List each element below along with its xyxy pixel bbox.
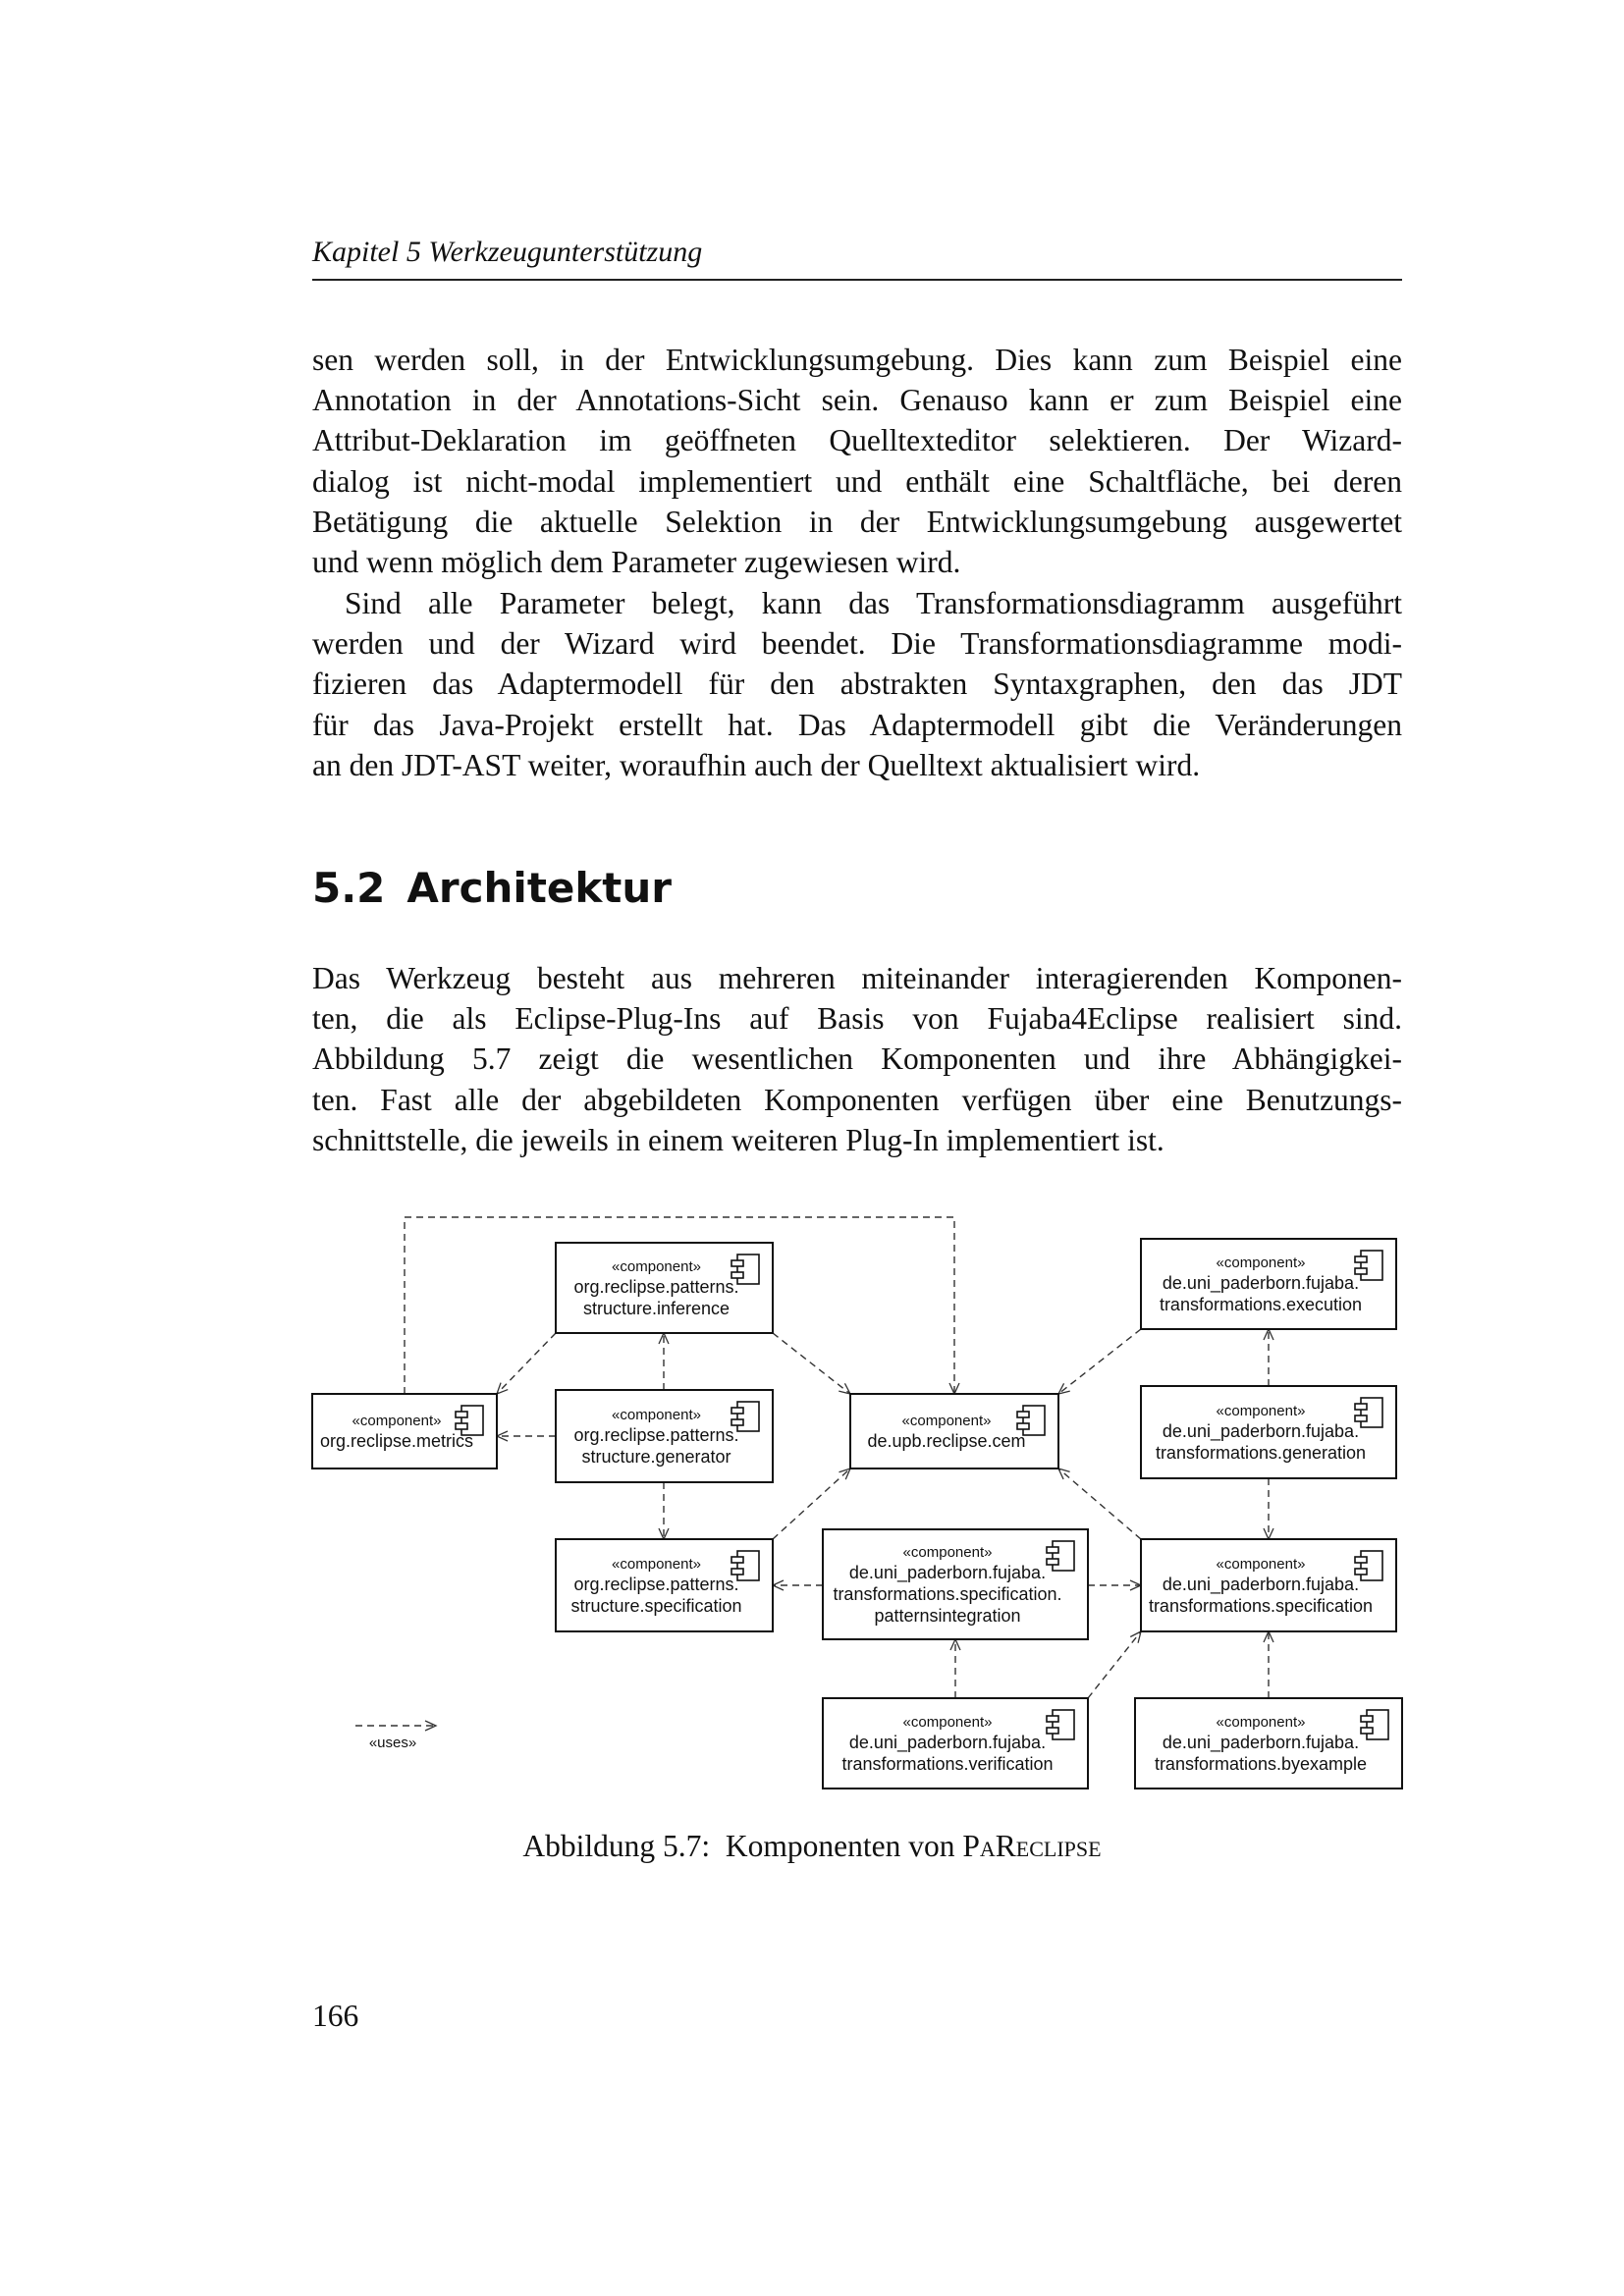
component-patternsintegration: [823, 1529, 1088, 1639]
component-inference: [556, 1243, 773, 1333]
component-tspecification: [1141, 1539, 1396, 1631]
component-name-line: transformations.byexample: [1154, 1754, 1368, 1774]
edge-execution-to-cem: [1058, 1329, 1141, 1394]
stereotype-label: «component»: [902, 1714, 993, 1731]
stereotype-label: «component»: [352, 1413, 442, 1429]
text-line: Attribut-Deklaration im geöffneten Quelltexteditor selektieren. Der Wizard-: [312, 423, 1402, 458]
component-byexample: [1135, 1698, 1402, 1789]
page-number: 166: [312, 1999, 359, 2033]
component-execution: [1141, 1239, 1396, 1329]
stereotype-label: «component»: [1216, 1556, 1306, 1573]
component-name-line: de.uni_paderborn.fujaba.: [1162, 1273, 1360, 1293]
caption-prefix: Abbildung 5.7:: [522, 1829, 711, 1863]
component-name-line: org.reclipse.patterns.: [573, 1425, 739, 1445]
component-name-line: transformations.verification: [841, 1754, 1054, 1774]
section-number: 5.2: [312, 864, 386, 912]
figure-caption: [0, 1829, 1624, 1864]
stereotype-label: «component»: [1216, 1714, 1306, 1731]
component-name-line: structure.generator: [581, 1447, 731, 1467]
edge-inference-to-metrics: [497, 1333, 556, 1394]
component-name-line: transformations.generation: [1155, 1443, 1367, 1463]
component-name-line: de.uni_paderborn.fujaba.: [848, 1563, 1047, 1582]
component-name-line: transformations.execution: [1159, 1295, 1363, 1314]
stereotype-label: «component»: [902, 1544, 993, 1561]
component-name-line: de.uni_paderborn.fujaba.: [848, 1733, 1047, 1752]
component-name-line: org.reclipse.patterns.: [573, 1575, 739, 1594]
component-name-line: transformations.specification: [1148, 1596, 1374, 1616]
text-line: schnittstelle, die jeweils in einem weiteren Plug-In implementiert ist.: [312, 1122, 1164, 1157]
text-line: Das Werkzeug besteht aus mehreren miteinander interagierenden Komponen-: [312, 961, 1402, 995]
component-name-line: patternsintegration: [874, 1606, 1021, 1626]
caption-tool-name: PaReclipse: [962, 1829, 1102, 1863]
stereotype-label: «component»: [612, 1258, 701, 1275]
edge-inference-to-cem: [773, 1333, 850, 1394]
component-name-line: transformations.specification.: [833, 1584, 1062, 1604]
component-name-line: structure.specification: [570, 1596, 742, 1616]
stereotype-label: «component»: [1216, 1255, 1306, 1271]
text-line: fizieren das Adaptermodell für den abstrakten Syntaxgraphen, den das JDT: [312, 667, 1402, 702]
component-verification: [823, 1698, 1088, 1789]
component-name-line: org.reclipse.patterns.: [573, 1277, 739, 1297]
component-name-line: structure.inference: [582, 1299, 731, 1318]
text-line: für das Java-Projekt erstellt hat. Das Adaptermodell gibt die Veränderungen: [312, 707, 1402, 742]
caption-text: Komponenten von: [725, 1829, 955, 1863]
text-line: werden und der Wizard wird beendet. Die Transformationsdiagramme modi-: [312, 626, 1402, 662]
component-metrics: [312, 1394, 497, 1468]
text-line: ten. Fast alle der abgebildeten Komponenten verfügen über eine Benutzungs-: [312, 1082, 1402, 1117]
text-line: Sind alle Parameter belegt, kann das Transformationsdiagramm ausgeführt: [345, 586, 1402, 620]
text-line: ten, die als Eclipse-Plug-Ins auf Basis von Fujaba4Eclipse realisiert sind.: [312, 1001, 1402, 1037]
component-name-line: de.uni_paderborn.fujaba.: [1162, 1733, 1360, 1752]
text-line: Abbildung 5.7 zeigt die wesentlichen Komponenten und ihre Abhängigkei-: [312, 1041, 1402, 1077]
text-line: an den JDT-AST weiter, woraufhin auch der Quelltext aktualisiert wird.: [312, 747, 1201, 782]
text-line: dialog ist nicht-modal implementiert und enthält eine Schaltfläche, bei deren: [312, 463, 1402, 499]
component-name-line: de.upb.reclipse.cem: [867, 1431, 1026, 1451]
chapter-title: Kapitel 5 Werkzeugunterstützung: [312, 236, 703, 268]
stereotype-label: «component»: [901, 1413, 992, 1429]
stereotype-label: «component»: [1216, 1403, 1306, 1419]
component-cem: [850, 1394, 1058, 1468]
component-name-line: de.uni_paderborn.fujaba.: [1162, 1575, 1360, 1594]
component-name-line: org.reclipse.metrics: [319, 1431, 474, 1451]
text-line: Annotation in der Annotations-Sicht sein. Genauso kann er zum Beispiel eine: [312, 383, 1402, 418]
text-line: Betätigung die aktuelle Selektion in der Entwicklungsumgebung ausgewertet: [312, 504, 1402, 539]
text-line: sen werden soll, in der Entwicklungsumgebung. Dies kann zum Beispiel eine: [312, 343, 1402, 377]
component-generator: [556, 1390, 773, 1482]
stereotype-label: «component»: [612, 1407, 701, 1423]
edge-verification-to-tspecification: [1088, 1631, 1141, 1698]
section-title: Architektur: [406, 864, 673, 912]
component-generation: [1141, 1386, 1396, 1478]
text-line: und wenn möglich dem Parameter zugewiesen wird.: [312, 545, 961, 580]
legend-label: «uses»: [368, 1735, 417, 1751]
component-name-line: de.uni_paderborn.fujaba.: [1162, 1421, 1360, 1441]
component-specification: [556, 1539, 773, 1631]
stereotype-label: «component»: [612, 1556, 701, 1573]
